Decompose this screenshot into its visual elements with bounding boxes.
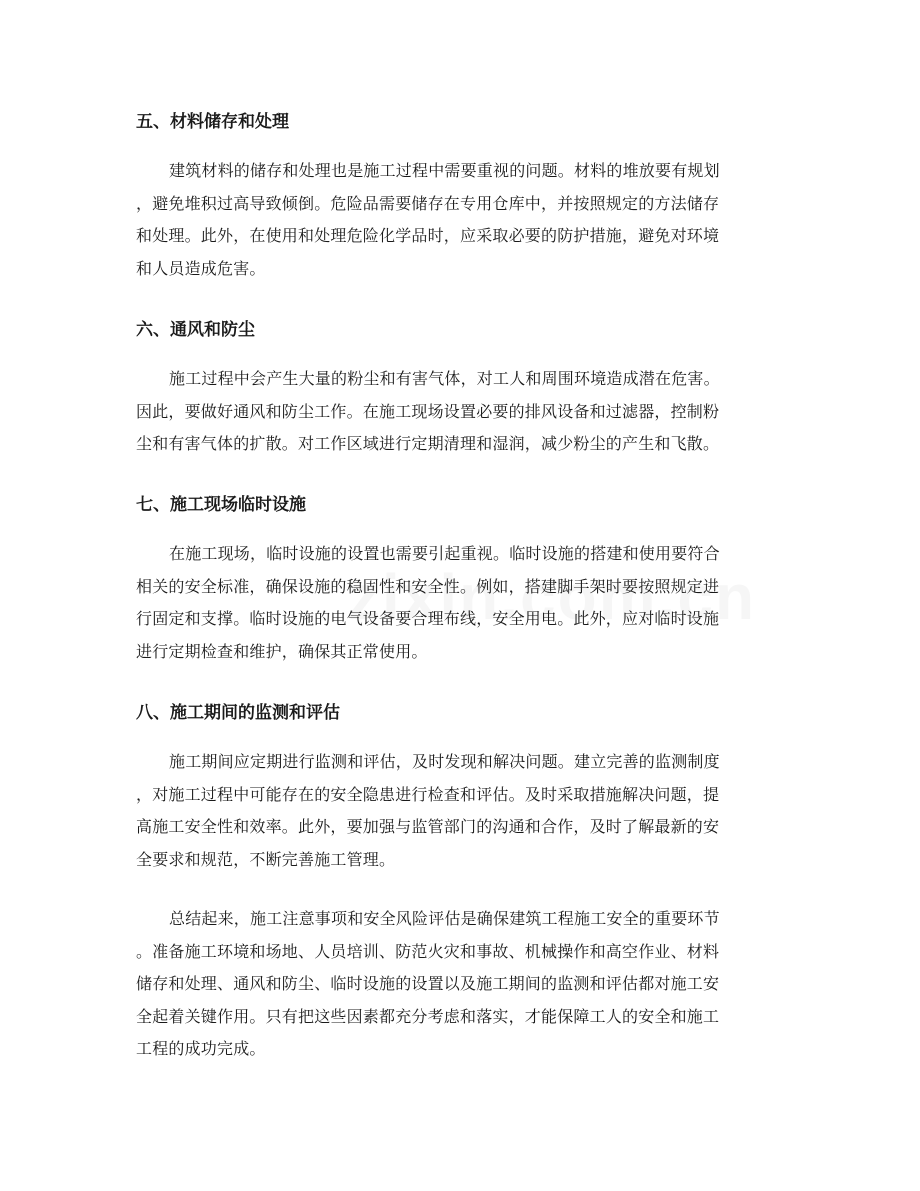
section-heading-7: 七、施工现场临时设施 [136,495,306,515]
paragraph-line: 和处理。此外，在使用和处理危险化学品时，应采取必要的防护措施，避免对环境 [136,226,720,245]
section-heading-6: 六、通风和防尘 [136,320,255,340]
paragraph-line: 全要求和规范，不断完善施工管理。 [136,849,396,869]
section-paragraph-5 [136,155,790,285]
paragraph-line: 总结起来，施工注意事项和安全风险评估是确保建筑工程施工安全的重要环节 [169,909,720,928]
section-paragraph-7 [136,538,790,668]
paragraph-line: ，对施工过程中可能存在的安全隐患进行检查和评估。及时采取措施解决问题，提 [136,784,720,804]
section-heading-5: 五、材料储存和处理 [136,112,289,132]
section-paragraph-8 [136,746,790,876]
paragraph-line: 施工过程中会产生大量的粉尘和有害气体，对工人和周围环境造成潜在危害。 [169,369,720,388]
paragraph-line: 在施工现场，临时设施的设置也需要引起重视。临时设施的搭建和使用要符合 [169,544,720,563]
paragraph-line: 相关的安全标准，确保设施的稳固性和安全性。例如，搭建脚手架时要按照规定进 [136,576,720,596]
paragraph-line: 全起着关键作用。只有把这些因素都充分考虑和落实，才能保障工人的安全和施工 [136,1006,720,1026]
conclusion-paragraph [136,903,790,1066]
paragraph-line: 尘和有害气体的扩散。对工作区域进行定期清理和湿润，减少粉尘的产生和飞散。 [136,434,720,453]
paragraph-line: 工程的成功完成。 [136,1039,266,1058]
paragraph-line: 和人员造成危害。 [136,258,266,278]
paragraph-line: 高施工安全性和效率。此外，要加强与监管部门的沟通和合作，及时了解最新的安 [136,817,720,836]
paragraph-line: 施工期间应定期进行监测和评估，及时发现和解决问题。建立完善的监测制度 [169,752,720,771]
paragraph-line: 建筑材料的储存和处理也是施工过程中需要重视的问题。材料的堆放要有规划 [169,161,720,180]
paragraph-line: 因此，要做好通风和防尘工作。在施工现场设置必要的排风设备和过滤器，控制粉 [136,401,720,421]
paragraph-line: 进行定期检查和维护，确保其正常使用。 [136,641,428,661]
paragraph-line: ，避免堆积过高导致倾倒。危险品需要储存在专用仓库中，并按照规定的方法储存 [136,193,720,213]
paragraph-line: 。准备施工环境和场地、人员培训、防范火灾和事故、机械操作和高空作业、材料 [136,941,720,961]
paragraph-line: 储存和处理、通风和防尘、临时设施的设置以及施工期间的监测和评估都对施工安 [136,974,720,993]
section-heading-8: 八、施工期间的监测和评估 [136,703,340,723]
paragraph-line: 行固定和支撑。临时设施的电气设备要合理布线，安全用电。此外，应对临时设施 [136,609,720,628]
section-paragraph-6 [136,363,790,461]
